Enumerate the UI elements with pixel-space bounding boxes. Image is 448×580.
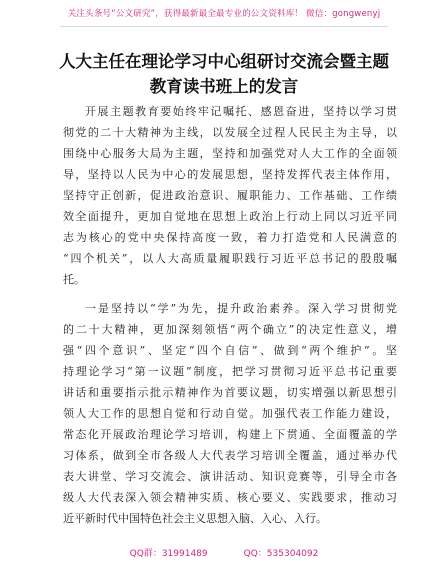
- paragraph-line: 托。: [63, 273, 85, 286]
- paragraph-line: 强“四个意识”、坚定“四个自信”、做到“两个维护”。坚: [63, 344, 397, 357]
- paragraph-line: “四个机关”，以人大高质量履职践行习近平总书记的殷殷嘱: [63, 252, 397, 265]
- paragraph-line: 常态化开展政治理论学习培训，构建上下贯通、全面覆盖的学: [63, 428, 397, 441]
- paragraph-line: 开展主题教育要始终牢记嘱托、感恩奋进，坚持以学习贯: [85, 105, 397, 118]
- paragraph-line: 坚持守正创新，促进政治意识、履职能力、工作基础、工作绩: [63, 189, 397, 202]
- title-line: 教育读书班上的发言: [149, 77, 299, 96]
- header-divider: [60, 26, 388, 27]
- paragraph-line: 导，坚持以人民为中心的发展思想，坚持发挥代表主体作用，: [63, 168, 397, 181]
- footer-contact: [0, 546, 448, 559]
- footer-qq: QQ：535304092: [243, 549, 319, 559]
- body-paragraph: [63, 101, 397, 290]
- paragraph-line: 围绕中心服务大局为主题，坚持和加强党对人大工作的全面领: [63, 147, 397, 160]
- paragraph-line: 习体系，做到全市各级人大代表学习培训全覆盖，通过举办代: [63, 449, 397, 462]
- title-line: 人大主任在理论学习中心组研讨交流会暨主题: [59, 52, 389, 71]
- paragraph-line: 的二十大精神，更加深刻领悟“两个确立”的决定性意义，增: [63, 323, 397, 336]
- paragraph-line: 级人大代表深入领会精神实质、核心要义、实践要求，推动习: [63, 491, 397, 504]
- paragraph-line: 讲话和重要指示批示精神作为首要议题，切实增强以新思想引: [63, 386, 397, 399]
- document-body: [63, 101, 397, 529]
- paragraph-line: 志为核心的党中央保持高度一致，着力打造党和人民满意的: [63, 231, 397, 244]
- header-banner: 关注头条号“公文研究”，获得最新最全最专业的公文资料库！ 微信：gongwenyj: [67, 9, 381, 19]
- paragraph-line: 持理论学习“第一议题”制度，把学习贯彻习近平总书记重要: [63, 365, 397, 378]
- paragraph-line: 表大讲堂、学习交流会、演讲活动、知识竞赛等，引导全市各: [63, 470, 397, 483]
- paragraph-line: 近平新时代中国特色社会主义思想入脑、入心、入行。: [63, 512, 327, 525]
- body-paragraph: [63, 298, 397, 529]
- paragraph-line: 领人大工作的思想自觉和行动自觉。加强代表工作能力建设，: [63, 407, 397, 420]
- footer-qq-group: QQ群：31991489: [129, 549, 208, 559]
- paragraph-line: 一是坚持以“学”为先，提升政治素养。深入学习贯彻党: [85, 302, 397, 315]
- paragraph-line: 彻党的二十大精神为主线，以发展全过程人民民主为主导，以: [63, 126, 397, 139]
- document-title: [30, 49, 418, 99]
- paragraph-line: 效全面提升，更加自觉地在思想上政治上行动上同以习近平同: [63, 210, 397, 223]
